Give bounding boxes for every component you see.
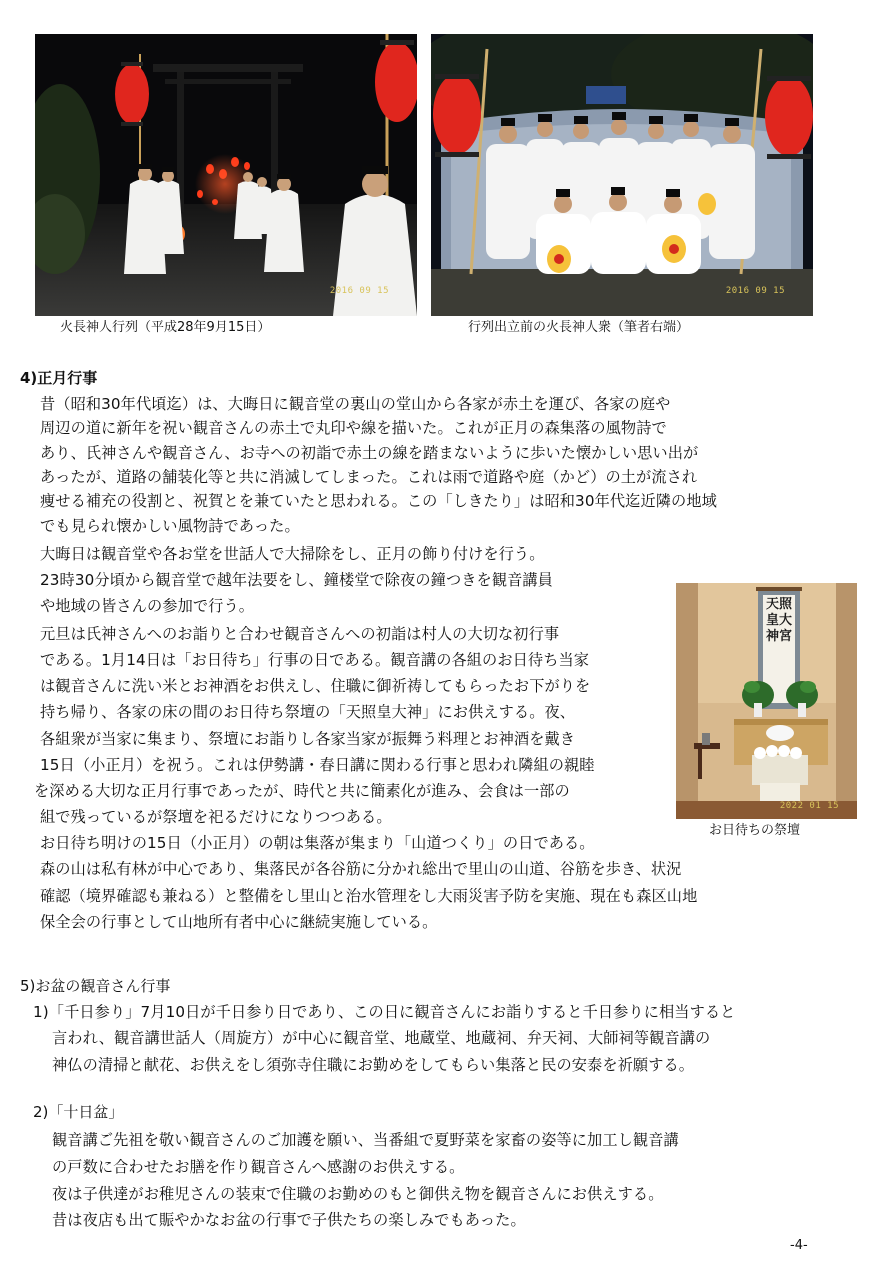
altar-scroll-text: 天照皇大神宮 (765, 597, 792, 644)
altar-photo (676, 583, 857, 819)
section5-item2-line: の戸数に合わせたお膳を作り観音さんへ感謝のお供えする。 (52, 1158, 465, 1176)
altar-caption: お日待ちの祭壇 (709, 823, 801, 838)
section5-item2-line: 昔は夜店も出て賑やかなお盆の行事で子供たちの楽しみでもあった。 (52, 1211, 526, 1229)
section4-line: 保全会の行事として山地所有者中心に継続実施している。 (40, 913, 438, 931)
section4-line: 昔（昭和30年代頃迄）は、大晦日に観音堂の裏山の堂山から各家が赤土を運び、各家の庭や (40, 395, 671, 413)
section4-line: 大晦日は観音堂や各お堂を世話人で大掃除をし、正月の飾り付けを行う。 (40, 545, 545, 563)
section5-item2-heading: 2)「十日盆」 (33, 1103, 124, 1121)
section4-line: 森の山は私有林が中心であり、集落民が各谷筋に分かれ総出で里山の山道、谷筋を歩き、状況 (40, 860, 682, 878)
section4-line: 23時30分頃から観音堂で越年法要をし、鐘楼堂で除夜の鐘つきを観音講員 (40, 571, 553, 589)
procession-photo (35, 34, 417, 316)
section5-item2-line: 観音講ご先祖を敬い観音さんのご加護を願い、当番組で夏野菜を家畜の姿等に加工し観音講 (52, 1131, 679, 1149)
section5-item1-line: 神仏の清掃と献花、お供えをし須弥寺住職にお勤めをしてもらい集落と民の安泰を祈願する。 (52, 1056, 695, 1074)
section4-line: あったが、道路の舗装化等と共に消滅してしまった。これは雨で道路や庭（かど）の土が流され (40, 468, 698, 486)
section4-line: でも見られ懐かしい風物詩であった。 (40, 517, 300, 535)
group-photo-graphic (431, 34, 813, 316)
procession-photo-graphic (35, 34, 417, 316)
section4-line: は観音さんに洗い米とお神酒をお供えし、住職に御祈祷してもらったお下がりを (40, 677, 591, 695)
section5-heading: 5)お盆の観音さん行事 (20, 977, 171, 995)
section5-item1-line: 1)「千日参り」7月10日が千日参り日であり、この日に観音さんにお詣りすると千日参りに相当すると (33, 1003, 736, 1021)
section4-heading: 4)正月行事 (20, 369, 98, 387)
group-photo (431, 34, 813, 316)
section5-item2-line: 夜は子供達がお稚児さんの装束で住職のお勤めのもと御供え物を観音さんにお供えする。 (52, 1185, 664, 1203)
group-caption: 行列出立前の火長神人衆（筆者右端） (468, 320, 690, 335)
section4-line: 組で残っているが祭壇を祀るだけになりつつある。 (40, 808, 392, 826)
section4-line: や地域の皆さんの参加で行う。 (40, 597, 255, 615)
section4-line: 周辺の道に新年を祝い観音さんの赤土で丸印や線を描いた。これが正月の森集落の風物詩で (40, 419, 667, 437)
section4-line: お日待ち明けの15日（小正月）の朝は集落が集まり「山道つくり」の日である。 (40, 834, 595, 852)
section4-line: である。1月14日は「お日待ち」行事の日である。観音講の各組のお日待ち当家 (40, 651, 590, 669)
procession-datestamp: 2016 09 15 (329, 286, 389, 296)
section4-line: 痩せる補充の役割と、祝賀とを兼ていたと思われる。この「しきたり」は昭和30年代迄近隣の地域 (40, 492, 717, 510)
altar-datestamp: 2022 01 15 (779, 801, 839, 811)
page-number: -4- (790, 1238, 808, 1253)
group-datestamp: 2016 09 15 (725, 286, 785, 296)
section4-line: 元旦は氏神さんへのお詣りと合わせ観音さんへの初詣は村人の大切な初行事 (40, 625, 560, 643)
section4-line: を深める大切な正月行事であったが、時代と共に簡素化が進み、会食は一部の (34, 782, 570, 800)
section5-item1-line: 言われ、観音講世話人（周旋方）が中心に観音堂、地蔵堂、地蔵祠、弁天祠、大師祠等観音講の (52, 1029, 711, 1047)
procession-caption: 火長神人行列（平成28年9月15日） (60, 320, 271, 335)
section4-line: 確認（境界確認も兼ねる）と整備をし里山と治水管理をし大雨災害予防を実施、現在も森区山地 (40, 887, 698, 905)
section4-line: 持ち帰り、各家の床の間のお日待ち祭壇の「天照皇大神」にお供えする。夜、 (40, 703, 576, 721)
section4-line: 各組衆が当家に集まり、祭壇にお詣りし各家当家が振舞う料理とお神酒を戴き (40, 730, 576, 748)
section4-line: あり、氏神さんや観音さん、お寺への初詣で赤土の線を踏まないように歩いた懐かしい思い出が (40, 444, 699, 462)
section4-line: 15日（小正月）を祝う。これは伊勢講・春日講に関わる行事と思われ隣組の親睦 (40, 756, 595, 774)
